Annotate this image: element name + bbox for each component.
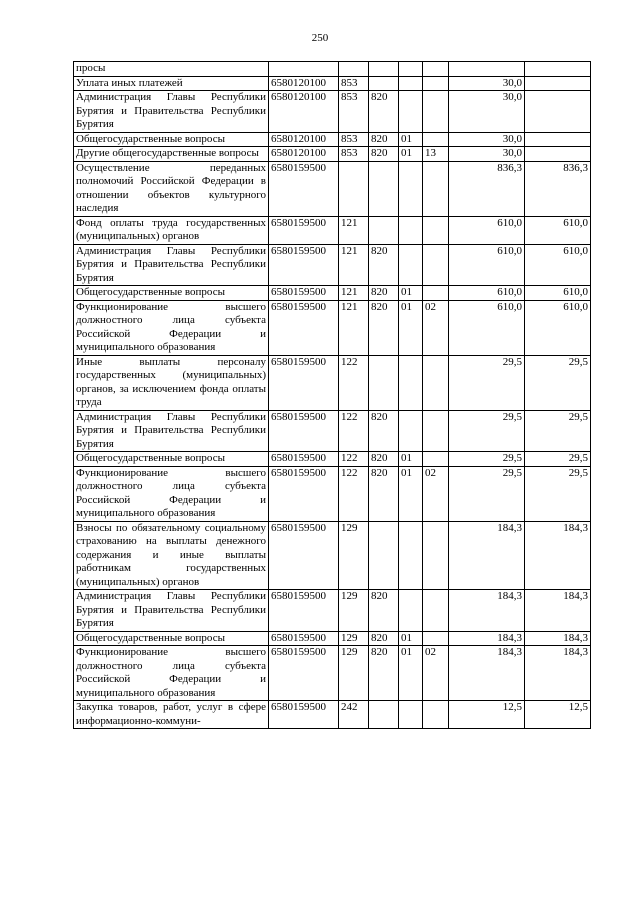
table-row (74, 286, 591, 301)
table-row (74, 590, 591, 632)
cell-target-code: 6580159500 (269, 521, 339, 590)
cell-target-code: 6580159500 (269, 286, 339, 301)
table-row (74, 216, 591, 244)
cell-section: 01 (399, 132, 423, 147)
cell-amount-1: 29,5 (449, 466, 525, 521)
cell-amount-1: 184,3 (449, 521, 525, 590)
cell-subsection (423, 355, 449, 410)
cell-expense-type: 129 (339, 521, 369, 590)
page-number: 250 (311, 32, 329, 44)
table-body (74, 62, 591, 729)
cell-admin-code (369, 355, 399, 410)
cell-subsection (423, 521, 449, 590)
cell-amount-1: 610,0 (449, 286, 525, 301)
cell-expense-type: 121 (339, 300, 369, 355)
cell-subsection (423, 216, 449, 244)
cell-subsection (423, 161, 449, 216)
cell-target-code: 6580120100 (269, 91, 339, 133)
cell-expense-type: 122 (339, 410, 369, 452)
budget-table (73, 61, 591, 729)
cell-expense-type: 129 (339, 631, 369, 646)
table-row (74, 701, 591, 729)
cell-section (399, 355, 423, 410)
cell-name: Функционирование высшего должностного лица субъекта Российской Федерации и муниципального образования (74, 466, 269, 521)
cell-section (399, 590, 423, 632)
cell-target-code: 6580159500 (269, 590, 339, 632)
cell-amount-1: 836,3 (449, 161, 525, 216)
table-row (74, 244, 591, 286)
cell-amount-2: 610,0 (525, 286, 591, 301)
cell-amount-2: 29,5 (525, 452, 591, 467)
cell-section: 01 (399, 286, 423, 301)
cell-expense-type: 853 (339, 147, 369, 162)
cell-name: Функционирование высшего должностного лица субъекта Российской Федерации и муниципального образования (74, 300, 269, 355)
cell-admin-code (369, 701, 399, 729)
cell-expense-type: 853 (339, 76, 369, 91)
cell-subsection (423, 244, 449, 286)
cell-subsection (423, 631, 449, 646)
cell-section (399, 701, 423, 729)
cell-amount-1: 30,0 (449, 132, 525, 147)
table-row (74, 147, 591, 162)
cell-target-code: 6580120100 (269, 76, 339, 91)
cell-name: Закупка товаров, работ, услуг в сфере информационно-коммуни- (74, 701, 269, 729)
cell-subsection (423, 62, 449, 77)
cell-target-code: 6580159500 (269, 631, 339, 646)
table-row (74, 631, 591, 646)
table-row (74, 410, 591, 452)
cell-name: Фонд оплаты труда государственных (муниципальных) органов (74, 216, 269, 244)
cell-subsection: 02 (423, 466, 449, 521)
table-row (74, 161, 591, 216)
cell-expense-type: 129 (339, 646, 369, 701)
cell-subsection: 13 (423, 147, 449, 162)
cell-amount-2: 29,5 (525, 410, 591, 452)
cell-amount-2 (525, 132, 591, 147)
cell-expense-type (339, 161, 369, 216)
cell-target-code: 6580159500 (269, 701, 339, 729)
cell-admin-code: 820 (369, 590, 399, 632)
cell-admin-code: 820 (369, 132, 399, 147)
cell-name: Уплата иных платежей (74, 76, 269, 91)
cell-amount-2: 610,0 (525, 244, 591, 286)
cell-amount-2: 184,3 (525, 631, 591, 646)
cell-admin-code: 820 (369, 300, 399, 355)
cell-section (399, 161, 423, 216)
cell-amount-1: 184,3 (449, 631, 525, 646)
cell-expense-type: 853 (339, 132, 369, 147)
cell-amount-2: 184,3 (525, 521, 591, 590)
cell-amount-2: 610,0 (525, 300, 591, 355)
cell-name: Администрация Главы Республики Бурятия и Правительства Республики Бурятия (74, 590, 269, 632)
table-row (74, 355, 591, 410)
cell-amount-2 (525, 91, 591, 133)
table-row (74, 91, 591, 133)
cell-amount-2 (525, 76, 591, 91)
table-row (74, 300, 591, 355)
cell-expense-type: 242 (339, 701, 369, 729)
cell-expense-type: 853 (339, 91, 369, 133)
cell-expense-type (339, 62, 369, 77)
cell-amount-1: 12,5 (449, 701, 525, 729)
cell-admin-code (369, 76, 399, 91)
table-row (74, 132, 591, 147)
cell-target-code: 6580159500 (269, 216, 339, 244)
cell-amount-1: 29,5 (449, 452, 525, 467)
cell-section: 01 (399, 646, 423, 701)
cell-section (399, 76, 423, 91)
cell-amount-2: 610,0 (525, 216, 591, 244)
cell-target-code: 6580159500 (269, 300, 339, 355)
cell-target-code: 6580159500 (269, 244, 339, 286)
cell-admin-code: 820 (369, 91, 399, 133)
cell-amount-1: 610,0 (449, 216, 525, 244)
cell-section (399, 216, 423, 244)
table-row (74, 646, 591, 701)
cell-target-code: 6580120100 (269, 147, 339, 162)
cell-section (399, 91, 423, 133)
cell-target-code: 6580159500 (269, 161, 339, 216)
cell-admin-code (369, 161, 399, 216)
cell-amount-1: 30,0 (449, 76, 525, 91)
cell-admin-code: 820 (369, 452, 399, 467)
cell-amount-1: 29,5 (449, 355, 525, 410)
table-row (74, 452, 591, 467)
cell-amount-1: 29,5 (449, 410, 525, 452)
cell-name: Администрация Главы Республики Бурятия и Правительства Республики Бурятия (74, 91, 269, 133)
cell-name: Общегосударственные вопросы (74, 286, 269, 301)
cell-amount-2 (525, 147, 591, 162)
cell-target-code: 6580159500 (269, 466, 339, 521)
cell-subsection (423, 410, 449, 452)
cell-admin-code (369, 62, 399, 77)
cell-name: Общегосударственные вопросы (74, 452, 269, 467)
cell-target-code: 6580120100 (269, 132, 339, 147)
cell-admin-code: 820 (369, 631, 399, 646)
cell-name: Администрация Главы Республики Бурятия и Правительства Республики Бурятия (74, 410, 269, 452)
cell-name: Осуществление переданных полномочий Российской Федерации в отношении объектов культурного наследия (74, 161, 269, 216)
cell-subsection (423, 701, 449, 729)
cell-target-code: 6580159500 (269, 646, 339, 701)
cell-amount-2: 12,5 (525, 701, 591, 729)
cell-admin-code: 820 (369, 286, 399, 301)
cell-name: Другие общегосударственные вопросы (74, 147, 269, 162)
cell-target-code: 6580159500 (269, 355, 339, 410)
cell-name: Функционирование высшего должностного лица субъекта Российской Федерации и муниципального образования (74, 646, 269, 701)
cell-section: 01 (399, 466, 423, 521)
cell-expense-type: 122 (339, 466, 369, 521)
cell-section (399, 244, 423, 286)
cell-admin-code: 820 (369, 466, 399, 521)
cell-subsection (423, 132, 449, 147)
cell-name: Общегосударственные вопросы (74, 132, 269, 147)
cell-admin-code: 820 (369, 410, 399, 452)
table-row (74, 521, 591, 590)
cell-amount-2 (525, 62, 591, 77)
cell-expense-type: 121 (339, 286, 369, 301)
cell-amount-1: 30,0 (449, 147, 525, 162)
cell-amount-1: 610,0 (449, 300, 525, 355)
cell-subsection (423, 590, 449, 632)
cell-name: Иные выплаты персоналу государственных (муниципальных) органов, за исключением фонда оплаты труда (74, 355, 269, 410)
cell-amount-2: 29,5 (525, 355, 591, 410)
cell-amount-1: 610,0 (449, 244, 525, 286)
cell-admin-code (369, 521, 399, 590)
cell-name: Администрация Главы Республики Бурятия и Правительства Республики Бурятия (74, 244, 269, 286)
cell-expense-type: 121 (339, 216, 369, 244)
cell-expense-type: 122 (339, 452, 369, 467)
cell-admin-code (369, 216, 399, 244)
cell-section (399, 410, 423, 452)
cell-name: просы (74, 62, 269, 77)
table-row (74, 62, 591, 77)
cell-amount-2: 29,5 (525, 466, 591, 521)
cell-expense-type: 129 (339, 590, 369, 632)
cell-section: 01 (399, 300, 423, 355)
cell-amount-1: 30,0 (449, 91, 525, 133)
cell-amount-2: 184,3 (525, 646, 591, 701)
cell-admin-code: 820 (369, 244, 399, 286)
cell-amount-1 (449, 62, 525, 77)
cell-subsection: 02 (423, 646, 449, 701)
cell-section: 01 (399, 452, 423, 467)
cell-section (399, 521, 423, 590)
cell-amount-1: 184,3 (449, 590, 525, 632)
cell-subsection (423, 286, 449, 301)
cell-section: 01 (399, 147, 423, 162)
cell-target-code: 6580159500 (269, 452, 339, 467)
cell-target-code: 6580159500 (269, 410, 339, 452)
cell-name: Взносы по обязательному социальному страхованию на выплаты денежного содержания и иные выплаты работникам государственных (муниципальных) органов (74, 521, 269, 590)
cell-subsection (423, 452, 449, 467)
cell-amount-2: 184,3 (525, 590, 591, 632)
cell-expense-type: 121 (339, 244, 369, 286)
table-row (74, 466, 591, 521)
cell-target-code (269, 62, 339, 77)
cell-section: 01 (399, 631, 423, 646)
cell-admin-code: 820 (369, 147, 399, 162)
table-row (74, 76, 591, 91)
cell-amount-1: 184,3 (449, 646, 525, 701)
cell-admin-code: 820 (369, 646, 399, 701)
cell-amount-2: 836,3 (525, 161, 591, 216)
cell-section (399, 62, 423, 77)
cell-expense-type: 122 (339, 355, 369, 410)
cell-name: Общегосударственные вопросы (74, 631, 269, 646)
cell-subsection (423, 76, 449, 91)
cell-subsection (423, 91, 449, 133)
cell-subsection: 02 (423, 300, 449, 355)
